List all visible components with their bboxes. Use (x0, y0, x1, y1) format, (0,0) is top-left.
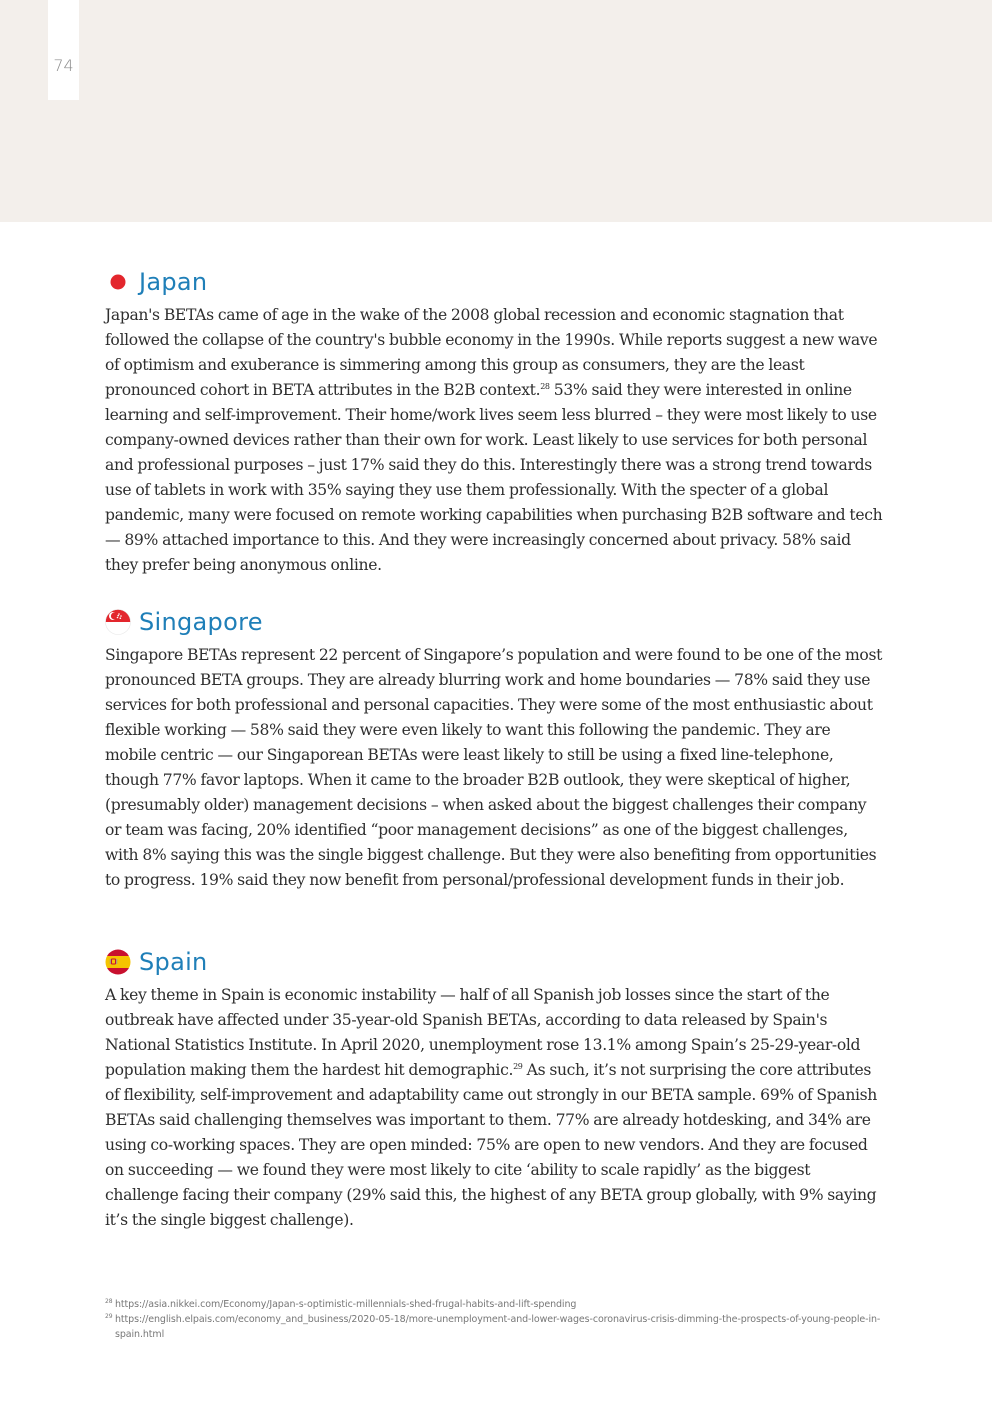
footnote (105, 1297, 885, 1312)
footnote-link[interactable]: https://english.elpais.com/economy_and_business/2020-05-18/more-unemployment-and-lower-wages-coronavirus-crisis-dimming-the-prospects-of-young-people-in-spain.html (115, 1314, 881, 1340)
japan-flag-icon (105, 269, 131, 295)
footnote (105, 1312, 885, 1342)
footnote-number: 29 (105, 1313, 113, 1320)
section-heading (105, 264, 885, 300)
footnotes (105, 1297, 885, 1342)
body-text-part: 53% said they were interested in online learning and self-improvement. Their home/work lives seem less blurred – they were most likely to use company-owned devices rather than their own for work. Least likely to use services for both personal and professional purposes – just 17% said they do this. Interestingly there was a strong trend towards use of tablets in work with 35% saying they use them professionally. With the specter of a global pandemic, many were focused on remote working capabilities when purchasing B2B software and tech — 89% attached importance to this. And they were increasingly concerned about privacy. 58% said they prefer being anonymous online. (105, 381, 883, 574)
section-japan (105, 264, 885, 578)
body-text-part: Japan's BETAs came of age in the wake of the 2008 global recession and economic stagnation that followed the collapse of the country's bubble economy in the 1990s. While reports suggest a new wave of optimism and exuberance is simmering among this group as consumers, they are the least pronounced cohort in BETA attributes in the B2B context. (105, 306, 878, 399)
section-title: Singapore (139, 608, 263, 636)
page-header-band (0, 0, 992, 222)
body-text-part: Singapore BETAs represent 22 percent of Singapore’s population and were found to be one of the most pronounced BETA groups. They are already blurring work and home boundaries — 78% said they use services for both professional and personal capacities. They were some of the most enthusiastic about flexible working — 58% said they were even likely to want this following the pandemic. They are mobile centric — our Singaporean BETAs were least likely to still be using a fixed line-telephone, though 77% favor laptops. When it came to the broader B2B outlook, they were skeptical of higher, (presumably older) management decisions – when asked about the biggest challenges their company or team was facing, 20% identified “poor management decisions” as one of the biggest challenges, with 8% saying this was the single biggest challenge. But they were also benefiting from opportunities to progress. 19% said they now benefit from personal/professional development funds in their job. (105, 646, 883, 889)
section-heading (105, 944, 885, 980)
singapore-flag-icon (105, 609, 131, 635)
section-body (105, 983, 885, 1233)
section-body (105, 303, 885, 578)
section-singapore (105, 604, 885, 893)
footnote-ref[interactable]: 28 (540, 381, 550, 391)
spain-flag-icon (105, 949, 131, 975)
section-heading (105, 604, 885, 640)
footnote-link[interactable]: https://asia.nikkei.com/Economy/Japan-s-optimistic-millennials-shed-frugal-habits-and-lift-spending (115, 1299, 577, 1310)
section-body (105, 643, 885, 893)
page-number-tab (48, 0, 79, 100)
section-spain (105, 944, 885, 1233)
footnote-number: 28 (105, 1298, 113, 1305)
body-text-part: As such, it’s not surprising the core attributes of flexibility, self-improvement and adaptability came out strongly in our BETA sample. 69% of Spanish BETAs said challenging themselves was important to them. 77% are already hotdesking, and 34% are using co-working spaces. They are open minded: 75% are open to new vendors. And they are focused on succeeding — we found they were most likely to cite ‘ability to scale rapidly’ as the biggest challenge facing their company (29% said this, the highest of any BETA group globally, with 9% saying it’s the single biggest challenge). (105, 1061, 877, 1229)
footnote-ref[interactable]: 29 (513, 1061, 523, 1071)
page-number: 74 (53, 56, 74, 75)
section-title: Spain (139, 948, 208, 976)
body-text-part: A key theme in Spain is economic instability — half of all Spanish job losses since the start of the outbreak have affected under 35-year-old Spanish BETAs, according to data released by Spain's National Statistics Institute. In April 2020, unemployment rose 13.1% among Spain’s 25-29-year-old population making them the hardest hit demographic. (105, 986, 861, 1079)
section-title: Japan (139, 268, 208, 296)
